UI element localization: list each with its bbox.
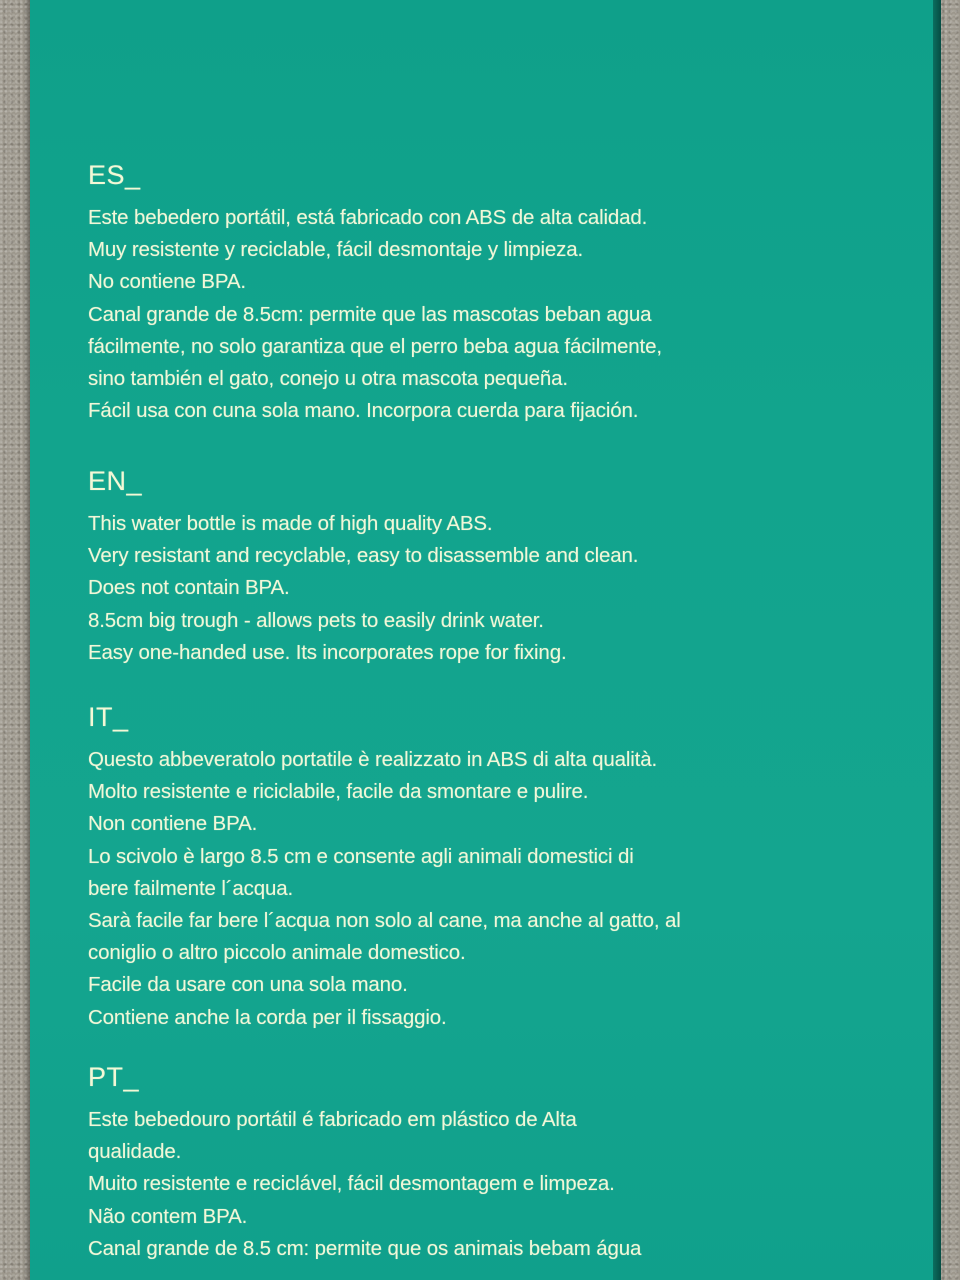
text-line: Muy resistente y reciclable, fácil desmontaje y limpieza. — [88, 238, 584, 262]
text-line: Facile da usare con una sola mano. — [88, 973, 408, 997]
text-line: Fácil usa con cuna sola mano. Incorpora cuerda para fijación. — [88, 399, 639, 423]
text-line: Canal grande de 8.5cm: permite que las mascotas beban agua — [88, 302, 652, 326]
text-line: sino también el gato, conejo u otra mascota pequeña. — [88, 367, 568, 391]
text-line: Sarà facile far bere l´acqua non solo al cane, ma anche al gatto, al — [88, 909, 681, 933]
text-line: fácilmente, no solo garantiza que el perro beba agua fácilmente, — [88, 334, 662, 358]
text-line: Contiene anche la corda per il fissaggio. — [88, 1005, 447, 1029]
text-line: Molto resistente e riciclabile, facile da smontare e pulire. — [88, 780, 589, 804]
text-line: Non contiene BPA. — [88, 812, 258, 836]
text-line: Este bebedouro portátil é fabricado em plástico de Alta — [88, 1108, 577, 1131]
section-es — [88, 160, 908, 427]
language-heading-it: IT_ — [88, 702, 129, 732]
text-line: No contiene BPA. — [88, 270, 246, 294]
text-line: Easy one-handed use. Its incorporates rope for fixing. — [88, 640, 567, 664]
text-line: Canal grande de 8.5 cm: permite que os animais bebam água — [88, 1236, 642, 1260]
language-heading-pt: PT_ — [88, 1062, 140, 1092]
text-line: bere failmente l´acqua. — [88, 876, 294, 900]
text-line: coniglio o altro piccolo animale domestico. — [88, 941, 466, 965]
text-line: Este bebedero portátil, está fabricado con ABS de alta calidad. — [88, 206, 648, 229]
language-heading-en: EN_ — [88, 466, 143, 496]
text-line: Lo scivolo è largo 8.5 cm e consente agli animali domestici di — [88, 844, 634, 868]
section-pt — [88, 1062, 908, 1265]
text-line: This water bottle is made of high quality ABS. — [88, 512, 493, 535]
text-line: Very resistant and recyclable, easy to disassemble and clean. — [88, 544, 639, 568]
text-line: Questo abbeveratolo portatile è realizzato in ABS di alta qualità. — [88, 748, 658, 771]
text-line: Muito resistente e reciclável, fácil desmontagem e limpeza. — [88, 1172, 615, 1196]
section-en — [88, 466, 908, 669]
text-line: qualidade. — [88, 1140, 182, 1164]
product-box-panel — [30, 0, 935, 1280]
text-line: 8.5cm big trough - allows pets to easily drink water. — [88, 608, 544, 632]
text-line: Não contem BPA. — [88, 1204, 248, 1228]
language-heading-es: ES_ — [88, 160, 141, 190]
text-line: Does not contain BPA. — [88, 576, 290, 600]
section-it — [88, 702, 908, 1034]
